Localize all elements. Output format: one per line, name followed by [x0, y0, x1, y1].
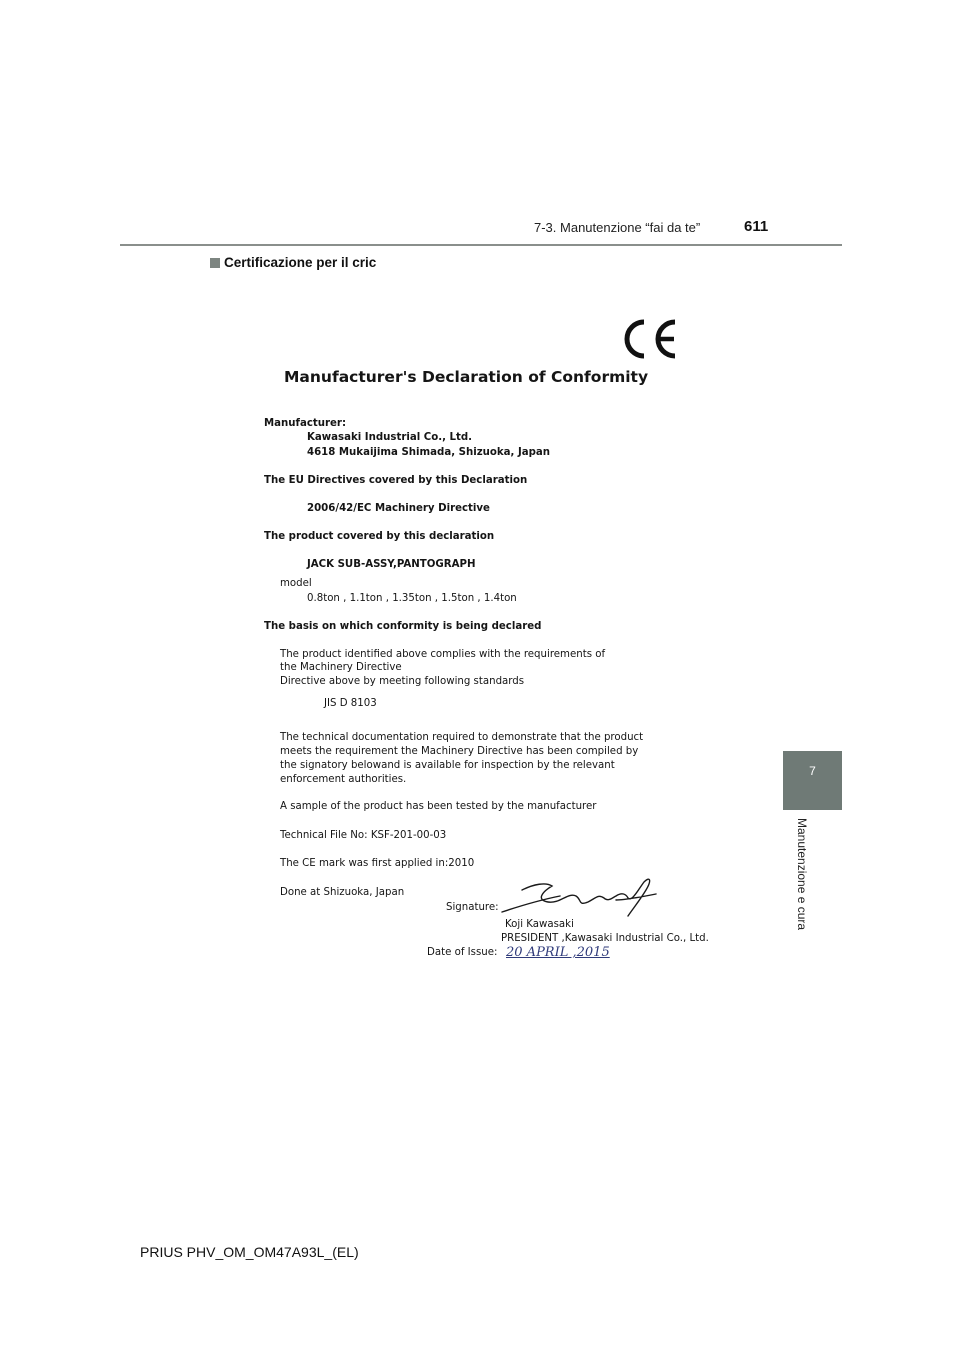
basis-line-3: Directive above by meeting following standards — [280, 676, 525, 687]
declaration-title: Manufacturer's Declaration of Conformity — [284, 368, 649, 386]
basis-label: The basis on which conformity is being declared — [264, 621, 542, 632]
model-label: model — [280, 578, 312, 589]
product-label: The product covered by this declaration — [264, 531, 495, 542]
ce-first-applied — [280, 858, 474, 869]
directives-label: The EU Directives covered by this Declaration — [264, 475, 528, 486]
model-list: 0.8ton , 1.1ton , 1.35ton , 1.5ton , 1.4ton — [307, 593, 517, 604]
section-heading-text: Certificazione per il cric — [224, 255, 377, 270]
ce-mark-logo — [620, 314, 680, 364]
done-at: Done at Shizuoka, Japan — [280, 887, 405, 898]
technical-file-number: KSF-201-00-03 — [370, 830, 447, 841]
manufacturer-address: 4618 Mukaijima Shimada, Shizuoka, Japan — [307, 447, 551, 458]
header-divider — [120, 244, 842, 246]
technical-file-label: Technical File No: — [280, 830, 368, 841]
section-heading — [210, 255, 376, 270]
page-number: 611 — [744, 218, 769, 235]
standard: JIS D 8103 — [324, 698, 377, 709]
basis-line-2: the Machinery Directive — [280, 662, 402, 673]
date-label: Date of Issue: — [427, 947, 498, 958]
chapter-tab: 7 — [783, 751, 842, 810]
manufacturer-name: Kawasaki Industrial Co., Ltd. — [307, 432, 473, 443]
techdoc-line-4: enforcement authorities. — [280, 774, 407, 785]
ce-first-applied-label: The CE mark was first applied in: — [280, 858, 449, 869]
ce-first-applied-year: 2010 — [448, 858, 475, 869]
running-header-section: 7-3. Manutenzione “fai da te” — [534, 220, 701, 235]
chapter-title-text: Manutenzione e cura — [795, 818, 809, 931]
sample-statement: A sample of the product has been tested by the manufacturer — [280, 801, 597, 812]
techdoc-line-2: meets the requirement the Machinery Directive has been compiled by — [280, 746, 639, 757]
manufacturer-label: Manufacturer: — [264, 418, 347, 429]
signatory-title: PRESIDENT ,Kawasaki Industrial Co., Ltd. — [501, 933, 709, 944]
basis-line-1: The product identified above complies with the requirements of — [280, 649, 606, 660]
chapter-title-vertical — [795, 818, 811, 948]
signature-label: Signature: — [446, 902, 499, 913]
techdoc-line-1: The technical documentation required to demonstrate that the product — [280, 732, 644, 743]
handwritten-signature — [500, 876, 658, 918]
directive: 2006/42/EC Machinery Directive — [307, 503, 490, 514]
technical-file — [280, 830, 446, 841]
square-bullet-icon — [210, 258, 220, 268]
footer-document-code: PRIUS PHV_OM_OM47A93L_(EL) — [140, 1244, 359, 1260]
product-name: JACK SUB-ASSY,PANTOGRAPH — [307, 559, 476, 570]
issue-date: 20 APRIL ,2015 — [506, 945, 610, 960]
techdoc-line-3: the signatory belowand is available for inspection by the relevant — [280, 760, 615, 771]
signatory-name: Koji Kawasaki — [505, 919, 574, 930]
